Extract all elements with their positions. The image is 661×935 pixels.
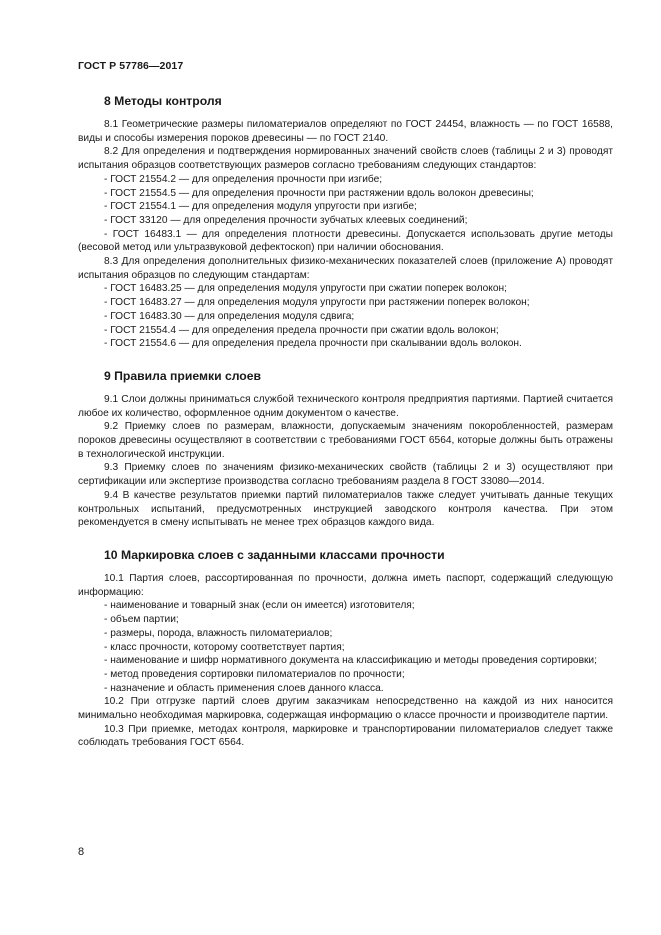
paragraph: 9.1 Слои должны приниматься службой технического контроля предприятия партиями. Партией считается любое их количество, оформленное одним документом о качестве.	[78, 393, 613, 419]
list-item: - ГОСТ 21554.6 — для определения предела прочности при скалывании вдоль волокон.	[104, 338, 522, 350]
list-item: - ГОСТ 33120 — для определения прочности зубчатых клеевых соединений;	[104, 214, 468, 226]
paragraph: 10.3 При приемке, методах контроля, маркировке и транспортировании пиломатериалов следует также соблюдать требования ГОСТ 6564.	[78, 723, 613, 749]
paragraph: 10.2 При отгрузке партий слоев другим заказчикам непосредственно на каждой из них наносится минимально необходимая маркировка, содержащая информацию о классе прочности и производителе партии.	[78, 696, 613, 722]
paragraph: 9.3 Приемку слоев по значениям физико-механических свойств (таблицы 2 и 3) осуществляют при сертификации или экспертизе производства согласно требованиям раздела 8 ГОСТ 33080—2014.	[78, 462, 613, 488]
list-item: - ГОСТ 16483.1 — для определения плотности древесины. Допускается использовать другие методы (весовой метод или ультразвуковой дефектоскоп) при наличии обоснования.	[78, 228, 613, 254]
list-item: - ГОСТ 21554.4 — для определения предела прочности при сжатии вдоль волокон;	[104, 324, 499, 336]
section-10	[78, 548, 613, 750]
list-item: - класс прочности, которому соответствует партия;	[104, 641, 345, 653]
page-number: 8	[78, 846, 85, 858]
list-item: - наименование и товарный знак (если он имеется) изготовителя;	[104, 600, 415, 612]
list-item: - ГОСТ 16483.25 — для определения модуля упругости при сжатии поперек волокон;	[104, 283, 508, 295]
list-item: - ГОСТ 21554.5 — для определения прочности при растяжении вдоль волокон древесины;	[104, 187, 534, 199]
list-item: - объем партии;	[104, 614, 179, 626]
section-title: 9 Правила приемки слоев	[104, 368, 262, 383]
list-item: - метод проведения сортировки пиломатериалов по прочности;	[104, 668, 405, 680]
paragraph: 8.1 Геометрические размеры пиломатериалов определяют по ГОСТ 24454, влажность — по ГОСТ 16588, виды и способы измерения пороков древесины — по ГОСТ 2140.	[78, 119, 613, 144]
paragraph: 8.2 Для определения и подтверждения нормированных значений свойств слоев (таблицы 2 и 3) проводят испытания образцов соответствующих размеров согласно требованиям следующих стандартов:	[78, 146, 613, 172]
section-8	[78, 94, 613, 351]
list-item: - ГОСТ 21554.1 — для определения модуля упругости при изгибе;	[104, 201, 417, 213]
section-9	[78, 369, 613, 530]
section-title: 8 Методы контроля	[104, 94, 222, 108]
paragraph: 9.4 В качестве результатов приемки партий пиломатериалов также следует учитывать данные текущих контрольных испытаний, предусмотренных инструкцией заводского контроля качества. При этом рекомендуется в смену испытывать не менее трех образцов каждого вида.	[78, 489, 613, 529]
list-item: - ГОСТ 21554.2 — для определения прочности при изгибе;	[104, 173, 383, 185]
list-item: - наименование и шифр нормативного документа на классификацию и методы проведения сортировки;	[104, 655, 597, 667]
list-item: - назначение и область применения слоев данного класса.	[104, 682, 384, 694]
list-item: - размеры, порода, влажность пиломатериалов;	[104, 627, 333, 639]
document-header: ГОСТ Р 57786—2017	[78, 60, 184, 72]
section-title: 10 Маркировка слоев с заданными классами прочности	[104, 547, 445, 562]
list-item: - ГОСТ 16483.30 — для определения модуля сдвига;	[104, 310, 355, 322]
paragraph: 8.3 Для определения дополнительных физико-механических показателей слоев (приложение А) проводят испытания образцов по следующим стандартам:	[78, 256, 613, 281]
list-item: - ГОСТ 16483.27 — для определения модуля упругости при растяжении поперек волокон;	[104, 297, 530, 309]
paragraph: 10.1 Партия слоев, рассортированная по прочности, должна иметь паспорт, содержащий следующую информацию:	[78, 572, 613, 598]
document-body	[78, 94, 613, 768]
paragraph: 9.2 Приемку слоев по размерам, влажности, допускаемым значениям покоробленностей, размерам пороков древесины осуществляют в соответствии с требованиями ГОСТ 6564, которые должны быть отражены в технологической инструкции.	[78, 421, 613, 460]
